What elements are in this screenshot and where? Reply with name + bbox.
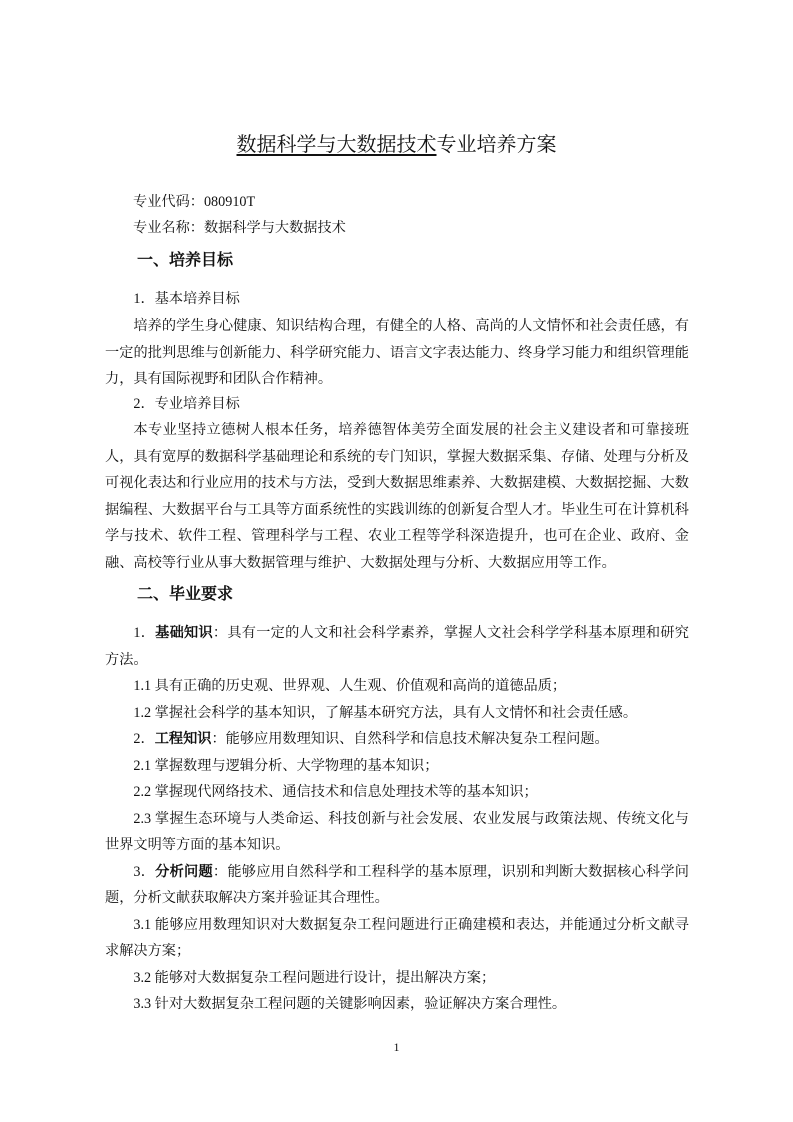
item-text: ：具有一定的人文和社会科学素养，掌握人文社会科学学科基本原理和研究方法。 xyxy=(105,625,689,668)
requirement-subitem: 1.1 具有正确的历史观、世界观、人生观、价值观和高尚的道德品质； xyxy=(133,678,567,694)
item-text: ：能够应用数理知识、自然科学和信息技术解决复杂工程问题。 xyxy=(211,731,609,747)
requirement-subitem: 1.2 掌握社会科学的基本知识，了解基本研究方法，具有人文情怀和社会责任感。 xyxy=(133,704,638,721)
major-code: 专业代码：080910T xyxy=(133,194,256,210)
item-number: 3． xyxy=(133,863,156,880)
subheading-major-goals: 2．专业培养目标 xyxy=(133,396,240,412)
requirement-subitem: 3.2 能够对大数据复杂工程问题进行设计，提出解决方案； xyxy=(133,969,496,986)
section-heading-goals: 一、培养目标 xyxy=(137,252,234,269)
requirement-item xyxy=(105,726,689,753)
paragraph-major-goals: 本专业坚持立德树人根本任务，培养德智体美劳全面发展的社会主义建设者和可靠接班人，具有宽厚的数据科学基础理论和系统的专门知识，掌握大数据采集、存储、处理与分析及可视化表达和行业应用的技术与方法，受到大数据思维素养、大数据建模、大数据挖掘、大数据编程、大数据平台与工具等方面系统性的实践训练的创新复合型人才。毕业生可在计算机科学与技术、软件工程、管理科学与工程、农业工程等学科深造提升，也可在企业、政府、金融、高校等行业从事大数据管理与维护、大数据处理与分析、大数据应用等工作。 xyxy=(105,422,689,571)
item-number: 1． xyxy=(133,625,156,641)
section-heading-requirements: 二、毕业要求 xyxy=(137,586,234,603)
item-number: 2． xyxy=(133,731,155,747)
requirement-item xyxy=(105,620,689,673)
subheading-basic-goals: 1．基本培养目标 xyxy=(133,291,240,307)
requirement-subitem: 2.3 掌握生态环境与人类命运、科技创新与社会发展、农业发展与政策法规、传统文化与世界文明等方面的基本知识。 xyxy=(105,810,689,853)
major-name: 专业名称：数据科学与大数据技术 xyxy=(133,220,346,236)
requirement-subitem: 3.1 能够应用数理知识对大数据复杂工程问题进行正确建模和表达，并能通过分析文献寻求解决方案； xyxy=(105,916,689,959)
title-suffix: 专业培养方案 xyxy=(436,134,557,156)
paragraph-basic-goals: 培养的学生身心健康、知识结构合理，有健全的人格、高尚的人文情怀和社会责任感，有一定的批判思维与创新能力、科学研究能力、语言文字表达能力、终身学习能力和组织管理能力，具有国际视野和团队合作精神。 xyxy=(105,318,689,387)
document-title xyxy=(0,130,793,160)
page-number: 1 xyxy=(393,1040,400,1054)
title-major: 数据科学与大数据技术 xyxy=(236,134,437,156)
requirement-subitem: 3.3 针对大数据复杂工程问题的关键影响因素，验证解决方案合理性。 xyxy=(133,996,567,1012)
item-keyword: 工程知识 xyxy=(154,731,212,747)
item-keyword: 基础知识 xyxy=(155,625,213,641)
requirement-item xyxy=(105,859,689,912)
item-keyword: 分析问题 xyxy=(155,863,213,880)
requirement-subitem: 2.1 掌握数理与逻辑分析、大学物理的基本知识； xyxy=(133,757,439,774)
requirement-subitem: 2.2 掌握现代网络技术、通信技术和信息处理技术等的基本知识； xyxy=(133,784,538,800)
item-text: ：能够应用自然科学和工程科学的基本原理，识别和判断大数据核心科学问题，分析文献获取解决方案并验证其合理性。 xyxy=(105,863,689,906)
